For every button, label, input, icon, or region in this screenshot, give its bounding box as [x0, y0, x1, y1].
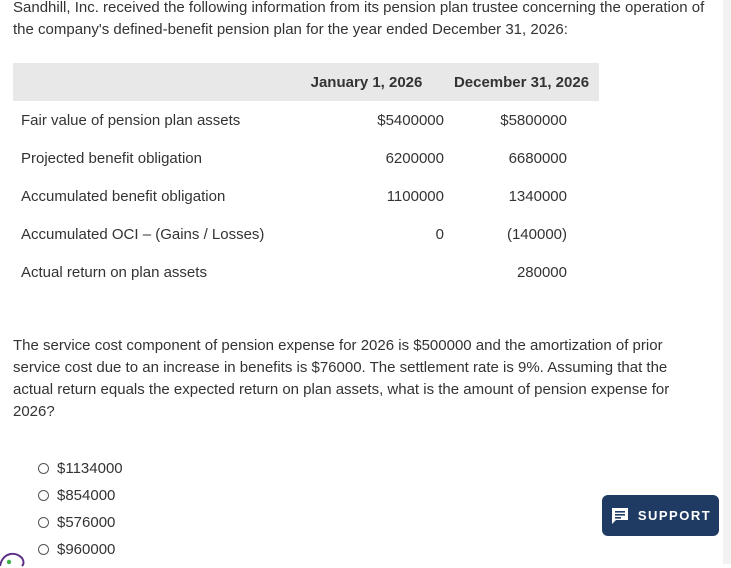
- header-dec: December 31, 2026: [453, 73, 590, 91]
- brand-logo-icon: [0, 544, 36, 568]
- radio-button[interactable]: [38, 544, 49, 555]
- answer-options: [38, 455, 123, 563]
- table-row: [13, 215, 599, 253]
- row-label: Actual return on plan assets: [21, 263, 207, 281]
- radio-button[interactable]: [38, 517, 49, 528]
- row-dec-value: (140000): [506, 225, 567, 243]
- support-button[interactable]: [602, 495, 719, 536]
- intro-text: Sandhill, Inc. received the following information from its pension plan trustee concerning the operation of the company's defined-benefit pension plan for the year ended December 31, 2026:: [13, 0, 705, 38]
- answer-option[interactable]: [38, 482, 123, 509]
- row-dec-value: $5800000: [500, 111, 567, 129]
- answer-option[interactable]: [38, 455, 123, 482]
- option-label: $960000: [57, 541, 116, 558]
- table-header-row: [13, 63, 599, 101]
- row-dec-value: 280000: [516, 263, 567, 281]
- row-jan-value: 0: [435, 225, 444, 243]
- row-label: Accumulated benefit obligation: [21, 187, 226, 205]
- option-label: $854000: [57, 487, 116, 504]
- row-jan-value: 1100000: [386, 187, 444, 205]
- row-label: Projected benefit obligation: [21, 149, 202, 167]
- page-scroll-edge: [723, 0, 731, 564]
- radio-button[interactable]: [38, 463, 49, 474]
- support-label: SUPPORT: [637, 508, 712, 523]
- table-row: [13, 101, 599, 139]
- row-label: Fair value of pension plan assets: [21, 111, 241, 129]
- question-text: The service cost component of pension expense for 2026 is $500000 and the amortization of prior service cost due to an increase in benefits is $76000. The settlement rate is 9%. Assuming that the actual return equals the expected return on plan assets, what is the amount of pension expense for 2026?: [13, 337, 670, 420]
- chat-icon: [610, 506, 630, 526]
- table-row: [13, 253, 599, 291]
- row-dec-value: 6680000: [508, 149, 567, 167]
- table-row: [13, 177, 599, 215]
- row-jan-value: 6200000: [385, 149, 444, 167]
- row-label: Accumulated OCI – (Gains / Losses): [21, 225, 265, 243]
- radio-button[interactable]: [38, 490, 49, 501]
- row-jan-value: [289, 253, 444, 291]
- answer-option[interactable]: [38, 536, 123, 563]
- option-label: $1134000: [57, 460, 123, 477]
- header-jan: January 1, 2026: [310, 73, 423, 91]
- answer-option[interactable]: [38, 509, 123, 536]
- pension-data-table: [13, 63, 599, 291]
- header-blank: [13, 63, 289, 101]
- option-label: $576000: [57, 514, 116, 531]
- table-row: [13, 139, 599, 177]
- row-dec-value: 1340000: [508, 187, 567, 205]
- row-jan-value: $5400000: [377, 111, 444, 129]
